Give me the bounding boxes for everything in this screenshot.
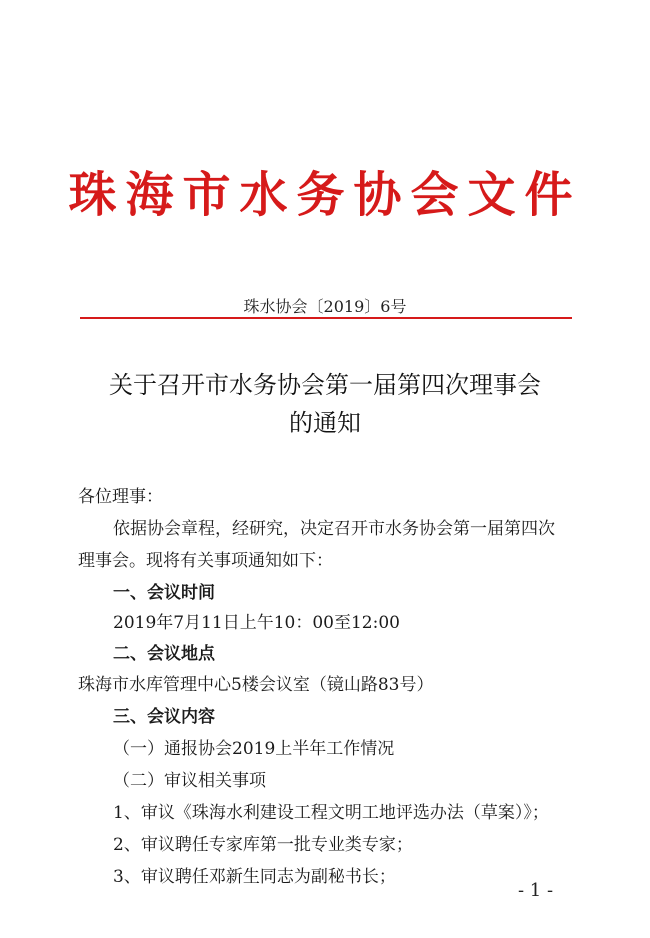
content-subitem-2: 2、审议聘任专家库第一批专业类专家； [113,835,413,855]
intro-line-1: 依据协会章程，经研究，决定召开市水务协会第一届第四次 [113,519,555,539]
intro-line-2: 理事会。现将有关事项通知如下： [78,551,333,571]
section-heading-time: 一、会议时间 [113,583,215,603]
section-content-location: 珠海市水库管理中心5楼会议室（镜山路83号） [78,675,434,695]
content-subitem-3: 3、审议聘任邓新生同志为副秘书长； [113,867,396,887]
content-subitem-1: 1、审议《珠海水利建设工程文明工地评选办法（草案）》； [113,803,549,823]
content-item-2: （二）审议相关事项 [113,771,266,791]
salutation: 各位理事： [78,487,163,507]
section-content-time: 2019年7月11日上午10：00至12:00 [113,613,400,633]
section-heading-location: 二、会议地点 [113,644,215,664]
document-header-title: 珠海市水务协会文件 [68,167,582,223]
subject-line-1: 关于召开市水务协会第一届第四次理事会 [109,371,541,399]
red-divider-line [80,317,572,319]
page-number: - 1 - [518,880,554,901]
content-item-1: （一）通报协会2019上半年工作情况 [113,739,395,759]
document-subject [0,366,650,442]
section-heading-content: 三、会议内容 [113,707,215,727]
subject-line-2: 的通知 [289,409,361,437]
document-number: 珠水协会〔2019〕6号 [243,297,407,316]
